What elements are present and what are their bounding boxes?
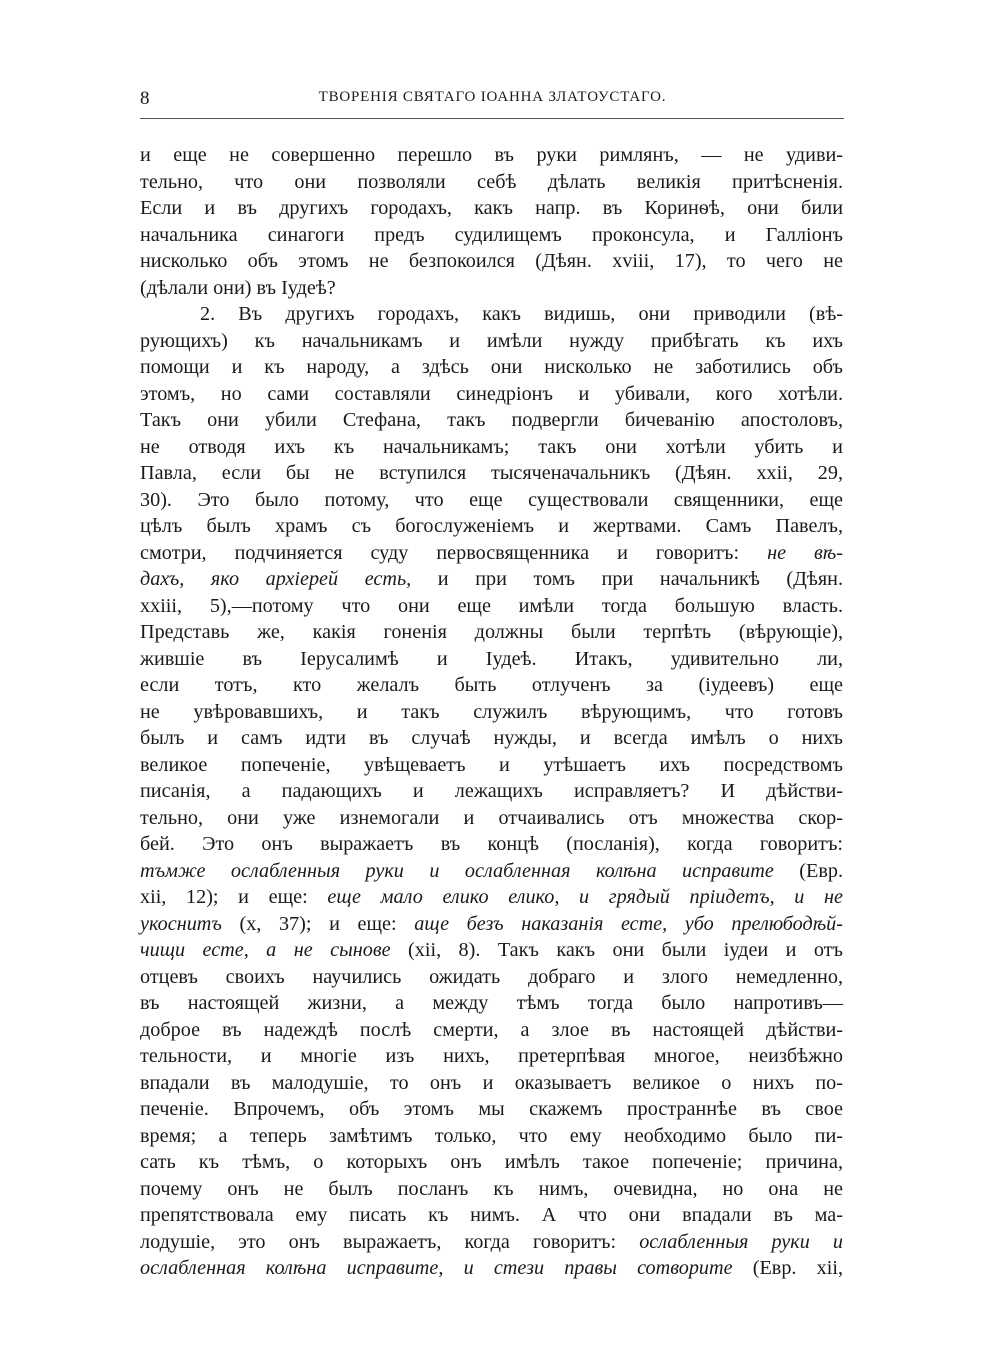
- text-line: не отводя ихъ къ начальникамъ; такъ они хотѣли убить и: [140, 435, 843, 458]
- text-line: Если и въ другихъ городахъ, какъ напр. въ Коринѳѣ, они били: [140, 197, 843, 219]
- text-line: цѣлъ былъ храмъ съ богослуженіемъ и жертвами. Самъ Павелъ,: [140, 515, 843, 537]
- text-line: тельно, они уже изнемогали и отчаивались отъ множества скор-: [140, 806, 843, 829]
- page-number: 8: [140, 88, 150, 109]
- text-line: въ настоящей жизни, а между тѣмъ тогда было напротивъ—: [140, 992, 843, 1014]
- text-line: Павла, если бы не вступился тысяченачальникъ (Дѣян. ххіі, 29,: [140, 462, 843, 484]
- scripture-quote: еще мало елико елико, и грядый пріидетъ, и не: [327, 886, 843, 908]
- text-line: Представь же, какія гоненія должны были терпѣть (вѣрующіе),: [140, 621, 843, 643]
- text-line: и еще не совершенно перешло въ руки римлянъ, — не удиви-: [140, 144, 843, 166]
- text-line: ослабленная колѣна исправите, и стези правы сотворите (Евр. хіі,: [140, 1257, 843, 1279]
- text-line: нисколько объ этомъ не безпокоился (Дѣян. хvііі, 17), то чего не: [140, 250, 843, 272]
- text-line: этомъ, но сами составляли синедріонъ и убивали, кого хотѣли.: [140, 382, 843, 405]
- text-line: великое попеченіе, увѣщеваетъ и утѣшаетъ ихъ посредствомъ: [140, 753, 843, 776]
- text-line: тельно, что они позволяли себѣ дѣлать великія притѣсненія.: [140, 170, 843, 193]
- text-line: впадали въ малодушіе, то онъ и оказываетъ великое о нихъ по-: [140, 1071, 843, 1094]
- text-line: лодушіе, это онъ выражаетъ, когда говоритъ: ослабленныя руки и: [140, 1230, 843, 1253]
- text-line: отцевъ своихъ научились ожидать добраго и злого немедленно,: [140, 965, 843, 988]
- text-line: бей. Это онъ выражаетъ въ концѣ (посланія), когда говоритъ:: [140, 833, 843, 855]
- text-line: чищи есте, а не сынове (хіі, 8). Такъ какъ они были іудеи и отъ: [140, 939, 843, 961]
- text-line: время; а теперь замѣтимъ только, что ему необходимо было пи-: [140, 1124, 843, 1147]
- text-line: препятствовала ему писать къ нимъ. А что они впадали въ ма-: [140, 1204, 843, 1226]
- scripture-quote: аще безъ наказанія есте, убо прелюбодѣй-: [414, 912, 843, 935]
- paragraph-start-line: 2. Въ другихъ городахъ, какъ видишь, они приводили (вѣ-: [200, 303, 843, 325]
- text-line: почему онъ не былъ посланъ къ нимъ, очевидна, но она не: [140, 1177, 843, 1200]
- text-line: (дѣлали они) въ Іудеѣ?: [140, 276, 336, 299]
- body-text: [140, 142, 843, 1282]
- text-line: печеніе. Впрочемъ, объ этомъ мы скажемъ пространнѣе въ свое: [140, 1098, 843, 1120]
- scripture-quote: укоснитъ: [140, 912, 222, 935]
- text-line: хіі, 12); и еще: еще мало елико елико, и грядый пріидетъ, и не: [140, 886, 843, 908]
- running-title: ТВОРЕНІЯ СВЯТАГО ІОАННА ЗЛАТОУСТАГО.: [318, 89, 667, 105]
- text-line: помощи и къ народу, а здѣсь они нисколько не заботились объ: [140, 356, 843, 378]
- scripture-quote: ослабленная колѣна исправите, и стези правы сотворите: [140, 1257, 733, 1279]
- scripture-quote: не вѣ-: [767, 541, 843, 564]
- scripture-quote: чищи есте, а не сынове: [140, 939, 391, 961]
- text-line: 30). Это было потому, что еще существовали священники, еще: [140, 488, 843, 511]
- text-line: доброе въ надеждѣ послѣ смерти, а злое въ настоящей дѣйстви-: [140, 1018, 843, 1041]
- text-line: если тотъ, кто желалъ быть отлученъ за (іудеевъ) еще: [140, 674, 843, 696]
- header-rule: [140, 118, 844, 119]
- text-line: тельности, и многіе изъ нихъ, претерпѣвая многое, неизбѣжно: [140, 1045, 843, 1067]
- text-line: смотри, подчиняется суду первосвященника и говоритъ: не вѣ-: [140, 541, 843, 564]
- scripture-quote: тъмже ослабленныя руки и ослабленная колѣна исправите: [140, 859, 774, 882]
- text-line: тъмже ослабленныя руки и ослабленная колѣна исправите (Евр.: [140, 859, 843, 882]
- text-line: Такъ они убили Стефана, такъ подвергли бичеванію апостоловъ,: [140, 409, 843, 431]
- text-line: писанія, а падающихъ и лежащихъ исправляетъ? И дѣйстви-: [140, 780, 843, 802]
- text-line: укоснитъ (х, 37); и еще: аще безъ наказанія есте, убо прелюбодѣй-: [140, 912, 843, 935]
- scripture-quote: дахъ, яко архіерей есть,: [140, 568, 412, 590]
- text-line: дахъ, яко архіерей есть, и при томъ при начальникѣ (Дѣян.: [140, 568, 843, 590]
- text-line: не увѣровавшихъ, и такъ служилъ вѣрующимъ, что готовъ: [140, 700, 843, 723]
- text-line: жившіе въ Іерусалимѣ и Іудеѣ. Итакъ, удивительно ли,: [140, 647, 843, 670]
- text-line: сать къ тѣмъ, о которыхъ онъ имѣлъ такое попеченіе; причина,: [140, 1151, 843, 1173]
- scripture-quote: ослабленныя руки и: [639, 1230, 843, 1253]
- text-line: рующихъ) къ начальникамъ и имѣли нужду прибѣгать къ ихъ: [140, 329, 843, 352]
- text-line: былъ и самъ идти въ случаѣ нужды, и всегда имѣлъ о нихъ: [140, 727, 843, 749]
- page-header: [140, 88, 845, 114]
- text-line: ххііі, 5),—потому что они еще имѣли тогда большую власть.: [140, 594, 843, 617]
- text-line: начальника синагоги предъ судилищемъ проконсула, и Галліонъ: [140, 223, 843, 246]
